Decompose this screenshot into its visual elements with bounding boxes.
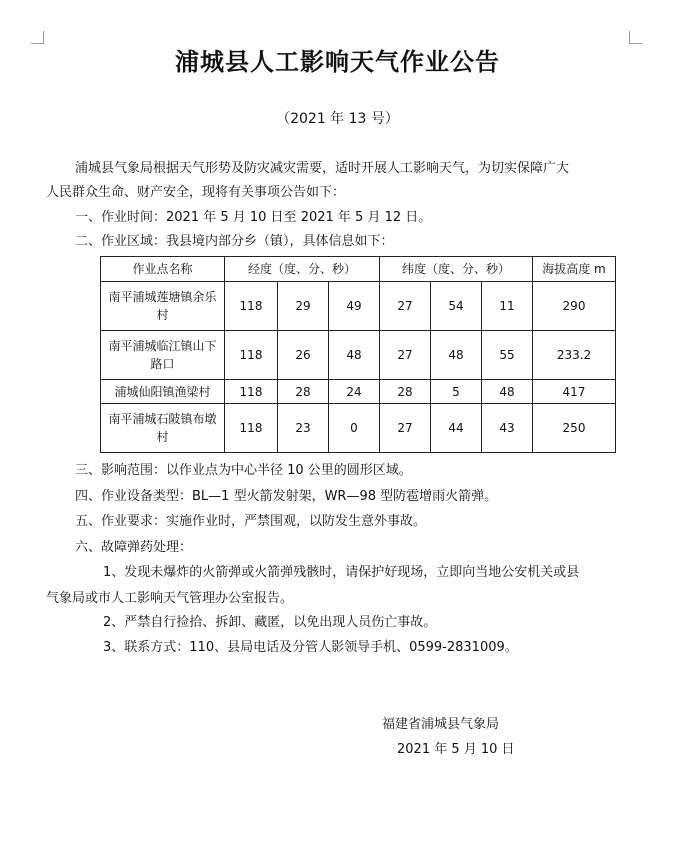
intro-line-1: 浦城县气象局根据天气形势及防灾减灾需要，适时开展人工影响天气，为切实保障广大 bbox=[75, 161, 570, 176]
cell-point-name: 南平浦城石陂镇布墩村 bbox=[101, 404, 225, 453]
cell-altitude: 233.2 bbox=[533, 331, 616, 380]
cell-lat-min: 44 bbox=[431, 404, 482, 453]
cell-lat-min: 48 bbox=[431, 331, 482, 380]
section-operation-requirements: 五、作业要求：实施作业时，严禁围观，以防发生意外事故。 bbox=[75, 514, 427, 529]
cell-lon-min: 29 bbox=[278, 282, 329, 331]
cell-altitude: 250 bbox=[533, 404, 616, 453]
section-operation-area: 二、作业区域：我县境内部分乡（镇），具体信息如下： bbox=[75, 234, 394, 249]
table-row bbox=[101, 331, 616, 380]
section-equipment-type: 四、作业设备类型：BL—1 型火箭发射架，WR—98 型防雹增雨火箭弹。 bbox=[75, 489, 498, 504]
intro-line-2: 人民群众生命、财产安全，现将有关事项公告如下： bbox=[46, 185, 346, 200]
header-longitude: 经度（度、分、秒） bbox=[225, 257, 380, 282]
header-altitude: 海拔高度 m bbox=[533, 257, 616, 282]
document-title: 浦城县人工影响天气作业公告 bbox=[175, 47, 500, 76]
table-row bbox=[101, 282, 616, 331]
document-number: （2021 年 13 号） bbox=[276, 111, 399, 127]
signature-organization: 福建省浦城县气象局 bbox=[382, 717, 500, 732]
cell-lat-deg: 28 bbox=[380, 380, 431, 404]
cell-lat-sec: 48 bbox=[482, 380, 533, 404]
item-1-line-1: 1、发现未爆炸的火箭弹或火箭弹残骸时，请保护好现场，立即向当地公安机关或县 bbox=[103, 565, 580, 580]
cell-lat-min: 54 bbox=[431, 282, 482, 331]
cell-lat-deg: 27 bbox=[380, 282, 431, 331]
cell-lon-sec: 24 bbox=[329, 380, 380, 404]
cell-lat-min: 5 bbox=[431, 380, 482, 404]
table-header-row bbox=[101, 257, 616, 282]
cell-lon-min: 23 bbox=[278, 404, 329, 453]
cell-point-name: 南平浦城临江镇山下路口 bbox=[101, 331, 225, 380]
item-3-contact: 3、联系方式：110、县局电话及分管人影领导手机、0599-2831009。 bbox=[103, 640, 518, 655]
header-point-name: 作业点名称 bbox=[101, 257, 225, 282]
cell-lon-sec: 0 bbox=[329, 404, 380, 453]
table-row bbox=[101, 404, 616, 453]
section-operation-time: 一、作业时间：2021 年 5 月 10 日至 2021 年 5 月 12 日。 bbox=[75, 210, 432, 225]
cell-lon-deg: 118 bbox=[225, 380, 278, 404]
cell-lon-deg: 118 bbox=[225, 331, 278, 380]
signature-date: 2021 年 5 月 10 日 bbox=[397, 742, 515, 757]
cell-point-name: 浦城仙阳镇渔梁村 bbox=[101, 380, 225, 404]
cell-lon-deg: 118 bbox=[225, 282, 278, 331]
cell-lat-sec: 43 bbox=[482, 404, 533, 453]
item-2: 2、严禁自行捡拾、拆卸、藏匿，以免出现人员伤亡事故。 bbox=[103, 615, 437, 630]
cell-point-name: 南平浦城莲塘镇余乐村 bbox=[101, 282, 225, 331]
cell-lon-sec: 48 bbox=[329, 331, 380, 380]
cell-lon-deg: 118 bbox=[225, 404, 278, 453]
operation-points-table bbox=[100, 256, 616, 453]
header-latitude: 纬度（度、分、秒） bbox=[380, 257, 533, 282]
section-influence-range: 三、影响范围：以作业点为中心半径 10 公里的圆形区域。 bbox=[75, 463, 412, 478]
cell-lon-min: 26 bbox=[278, 331, 329, 380]
table-row bbox=[101, 380, 616, 404]
cell-lon-sec: 49 bbox=[329, 282, 380, 331]
cell-lat-sec: 55 bbox=[482, 331, 533, 380]
cell-lat-deg: 27 bbox=[380, 331, 431, 380]
cell-altitude: 417 bbox=[533, 380, 616, 404]
cell-lat-sec: 11 bbox=[482, 282, 533, 331]
section-faulty-ammo: 六、故障弹药处理： bbox=[75, 540, 193, 555]
cell-lat-deg: 27 bbox=[380, 404, 431, 453]
cell-lon-min: 28 bbox=[278, 380, 329, 404]
item-1-line-2: 气象局或市人工影响天气管理办公室报告。 bbox=[46, 591, 294, 606]
cell-altitude: 290 bbox=[533, 282, 616, 331]
